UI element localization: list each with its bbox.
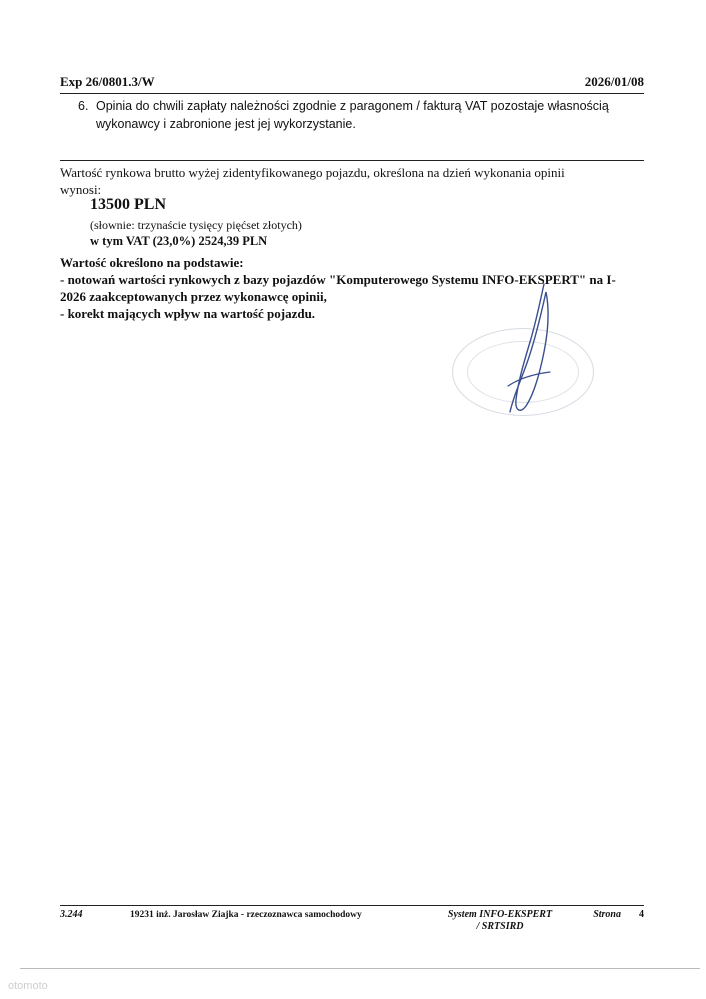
- document-date: 2026/01/08: [584, 74, 644, 89]
- footer-page-number: 4: [639, 909, 644, 920]
- watermark: otomoto: [8, 980, 48, 992]
- footer-system-line-1: System INFO-EKSPERT: [447, 909, 553, 920]
- header-divider: [60, 93, 644, 94]
- clause-6: [78, 97, 638, 133]
- valuation-vat: w tym VAT (23,0%) 2524,39 PLN: [90, 234, 268, 248]
- footer-divider: [60, 905, 644, 906]
- clause-number: 6.: [78, 99, 89, 113]
- footer-page: [593, 909, 644, 920]
- valuation-intro: [60, 164, 644, 198]
- document-header: [60, 74, 644, 94]
- footer-author: 19231 inż. Jarosław Ziajka - rzeczoznawca samochodowy: [130, 910, 362, 920]
- document-reference: Exp 26/0801.3/W: [60, 74, 155, 89]
- footer-system-line-2: / SRTSIRD: [476, 921, 524, 932]
- footer-system: [440, 909, 560, 933]
- footer-page-code: 3.244: [60, 909, 83, 920]
- valuation-intro-line-2: wynosi:: [60, 182, 102, 197]
- signature: [500, 282, 560, 422]
- valuation-amount: 13500 PLN: [90, 196, 166, 213]
- basis-item-1-line-2: 2026 zaakceptowanych przez wykonawcę opinii,: [60, 289, 327, 304]
- valuation-intro-line-1: Wartość rynkowa brutto wyżej zidentyfikowanego pojazdu, określona na dzień wykonania opinii: [60, 165, 565, 180]
- footer-page-label: Strona: [593, 909, 621, 920]
- basis-heading: Wartość określono na podstawie:: [60, 255, 244, 270]
- page-bottom-edge: [20, 968, 700, 969]
- clause-line-2: wykonawcy i zabronione jest jej wykorzystanie.: [96, 117, 356, 131]
- valuation-in-words: (słownie: trzynaście tysięcy pięćset złotych): [90, 218, 302, 232]
- clause-line-1: Opinia do chwili zapłaty należności zgodnie z paragonem / fakturą VAT pozostaje własnością: [96, 99, 609, 113]
- basis-item-2: - korekt mających wpływ na wartość pojazdu.: [60, 306, 316, 321]
- basis-item-1-line-1: - notowań wartości rynkowych z bazy pojazdów "Komputerowego Systemu INFO-EKSPERT" na I-: [60, 272, 616, 287]
- document-footer: [60, 909, 644, 939]
- section-divider: [60, 160, 644, 161]
